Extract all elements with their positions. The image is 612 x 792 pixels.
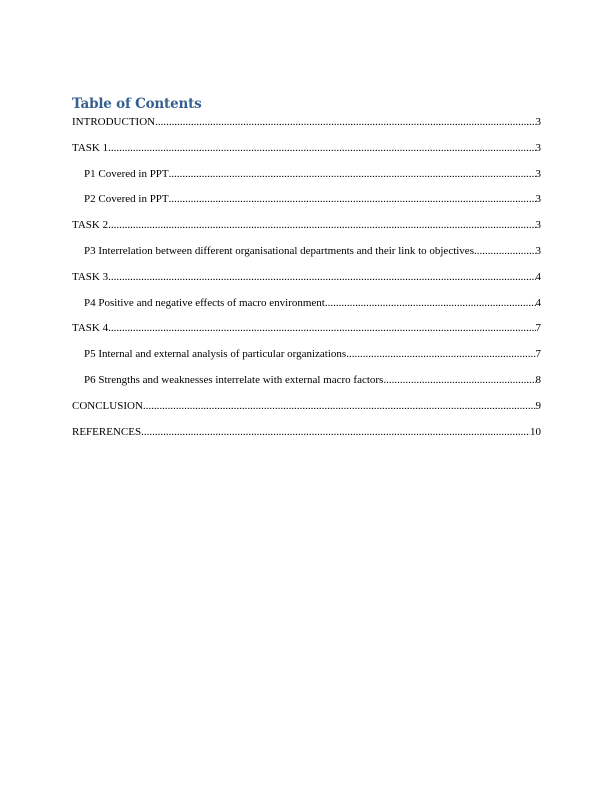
toc-dot-leader xyxy=(383,373,535,387)
toc-page-number: 9 xyxy=(535,399,541,412)
toc-entry-label: P2 Covered in PPT xyxy=(84,193,169,206)
toc-entry-p1[interactable] xyxy=(72,167,541,181)
toc-entry-p3[interactable] xyxy=(72,244,541,258)
toc-dot-leader xyxy=(325,296,536,310)
toc-entry-label: INTRODUCTION xyxy=(72,116,156,128)
toc-entry-label: REFERENCES xyxy=(72,425,142,438)
toc-list xyxy=(72,115,541,439)
toc-page-number: 10 xyxy=(530,425,541,438)
toc-dot-leader xyxy=(108,270,535,284)
toc-entry-conclusion[interactable] xyxy=(72,399,541,413)
toc-entry-p5[interactable] xyxy=(72,347,541,361)
toc-entry-task-2[interactable] xyxy=(72,218,541,232)
toc-page-number: 7 xyxy=(535,348,541,361)
toc-entry-task-1[interactable] xyxy=(72,141,541,155)
toc-entry-p4[interactable] xyxy=(72,296,541,310)
toc-dot-leader xyxy=(169,167,536,181)
toc-dot-leader xyxy=(155,115,535,129)
toc-entry-label: P4 Positive and negative effects of macro environment xyxy=(84,296,325,309)
toc-dot-leader xyxy=(108,321,535,335)
toc-entry-introduction[interactable] xyxy=(72,115,541,129)
toc-dot-leader xyxy=(346,347,535,361)
toc-entry-references[interactable] xyxy=(72,425,541,439)
toc-entry-label: TASK 4 xyxy=(72,322,109,335)
toc-page-number: 4 xyxy=(535,270,541,283)
toc-dot-leader xyxy=(169,192,536,206)
toc-dot-leader xyxy=(143,399,536,413)
toc-dot-leader xyxy=(108,218,535,232)
toc-page-number: 3 xyxy=(535,167,541,180)
toc-page-number: 3 xyxy=(535,193,541,206)
toc-title: Table of Contents xyxy=(72,96,202,112)
toc-entry-label: TASK 1 xyxy=(72,141,109,154)
toc-entry-label: P1 Covered in PPT xyxy=(84,167,169,180)
toc-dot-leader xyxy=(108,141,535,155)
toc-entry-label: TASK 2 xyxy=(72,219,109,232)
toc-page-number: 3 xyxy=(535,244,541,257)
toc-entry-label: TASK 3 xyxy=(72,270,109,283)
toc-entry-label: P6 Strengths and weaknesses interrelate with external macro factors xyxy=(84,373,384,386)
toc-page-number: 8 xyxy=(535,373,541,386)
toc-entry-label: P3 Interrelation between different organisational departments and their link to objectives xyxy=(84,244,474,257)
toc-dot-leader xyxy=(141,425,530,439)
toc-entry-task-3[interactable] xyxy=(72,270,541,284)
toc-page-number: 3 xyxy=(535,219,541,232)
toc-page-number: 3 xyxy=(535,116,541,128)
toc-entry-task-4[interactable] xyxy=(72,321,541,335)
toc-entry-p6[interactable] xyxy=(72,373,541,387)
toc-page-number: 4 xyxy=(535,296,541,309)
toc-dot-leader xyxy=(474,244,536,258)
toc-entry-p2[interactable] xyxy=(72,192,541,206)
toc-page-number: 7 xyxy=(535,322,541,335)
toc-entry-label: CONCLUSION xyxy=(72,399,143,412)
toc-page-number: 3 xyxy=(535,141,541,154)
toc-entry-label: P5 Internal and external analysis of particular organizations xyxy=(84,348,347,361)
